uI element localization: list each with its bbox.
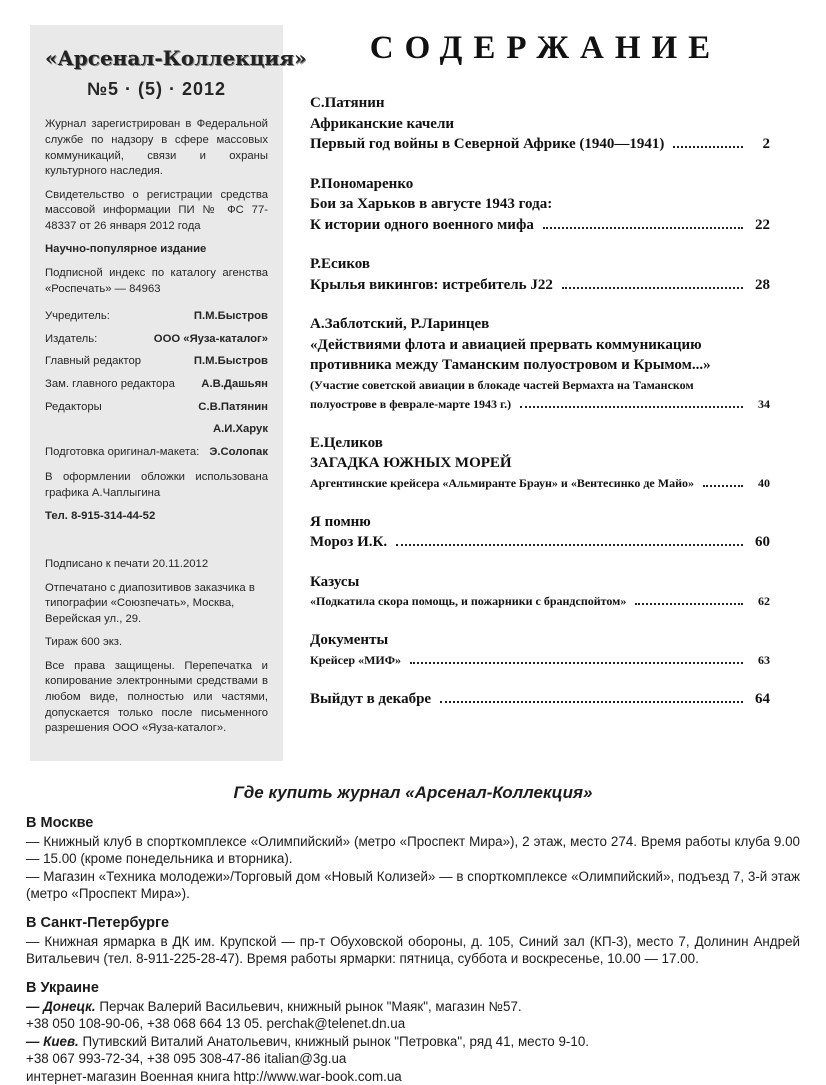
footer-line-text: — Книжный клуб в спорткомплексе «Олимпийский» (метро «Проспект Мира»), 2 этаж, место 274. Время работы клуба 9.00 — 15.00 (кроме понедельника и вторника).	[26, 833, 800, 867]
toc-entry-lines	[310, 512, 770, 553]
toc-line	[310, 592, 770, 611]
page-number: 64	[755, 690, 770, 707]
footer-line-text: Перчак Валерий Васильевич, книжный рынок "Маяк", магазин №57.	[95, 998, 522, 1014]
footer-line-text: — Книжная ярмарка в ДК им. Крупской — пр-т Обуховской обороны, д. 105, Синий зал (КП-3), место 7, Долинин Андрей Витальевич (тел. 8-911-225-28-47). Время работы ярмарки: пятница, суббота и воскресенье, 10.00 — 17.00.	[26, 933, 800, 967]
toc-line	[310, 630, 770, 651]
staff-row	[45, 354, 268, 370]
toc-entry-lines	[310, 689, 770, 710]
section-lines	[26, 933, 800, 968]
toc-line-text: Я помню	[310, 513, 371, 530]
toc-line	[310, 194, 770, 215]
footer-line-city: — Киев.	[26, 1033, 79, 1049]
toc-line-text: Р.Пономаренко	[310, 175, 414, 192]
toc-entry	[310, 433, 770, 493]
toc-line-text: А.Заблотский, Р.Ларинцев	[310, 316, 490, 332]
toc-line	[310, 174, 770, 195]
toc-line-text: Африканские качели	[310, 115, 455, 132]
toc-line-text: ЗАГАДКА ЮЖНЫХ МОРЕЙ	[310, 455, 512, 471]
toc-line-text: Аргентинские крейсера «Альмиранте Браун» и «Вентесинко де Майо»	[310, 475, 694, 490]
toc-entry-lines	[310, 174, 770, 236]
toc-line-text: Е.Целиков	[310, 434, 383, 451]
toc-line	[310, 275, 770, 296]
toc-line	[310, 689, 770, 710]
footer-line	[26, 998, 800, 1016]
footer-line	[26, 868, 800, 903]
staff-role: Зам. главного редактора	[45, 377, 175, 390]
footer-line-text: — Магазин «Техника молодежи»/Торговый дом «Новый Колизей» — в спорткомплексе «Олимпийский», подъезд 7, 3-й этаж (метро «Проспект Мира»).	[26, 868, 800, 902]
staff-role: Учредитель:	[45, 310, 110, 323]
toc-line-text: полуострове в феврале-марте 1943 г.)	[310, 396, 512, 411]
staff-row	[45, 400, 268, 416]
where-to-buy-heading: Где купить журнал «Арсенал-Коллекция»	[233, 782, 593, 802]
toc-line	[310, 355, 770, 376]
footer-line	[26, 1050, 800, 1068]
dot-leader	[520, 406, 743, 408]
where-to-buy	[0, 761, 826, 1085]
footer-line	[26, 1015, 800, 1033]
staff-row	[45, 445, 268, 461]
toc-line	[310, 474, 770, 493]
toc-line-text: Первый год войны в Северной Африке (1940—1941)	[310, 136, 665, 152]
footer-line-text: +38 067 993-72-34, +38 095 308-47-86 italian@3g.ua	[26, 1051, 347, 1067]
toc-entry-lines	[310, 254, 770, 295]
toc-entry-lines	[310, 630, 770, 670]
section-title: В Украине	[26, 979, 99, 996]
dot-leader	[703, 485, 743, 487]
toc-line-text: противника между Таманским полуостровом и Крымом...»	[310, 357, 711, 373]
dot-leader	[440, 701, 743, 703]
toc-entry	[310, 512, 770, 553]
section-title: В Санкт-Петербурге	[26, 914, 170, 931]
toc-line-text: Р.Есиков	[310, 256, 371, 272]
certificate-note: Свидетельство о регистрации средства массовой информации ПИ № ФС 77-48337 от 26 января 2012 года	[45, 188, 268, 232]
toc-line-text: (Участие советской авиации в блокаде частей Вермахта на Таманском	[310, 377, 694, 392]
staff-role: Издатель:	[45, 332, 98, 345]
toc-line	[310, 335, 770, 356]
table-of-contents	[283, 0, 826, 709]
staff-name: А.В.Дашьян	[201, 377, 268, 390]
staff-row	[45, 422, 268, 438]
page-number: 62	[758, 594, 770, 608]
toc-line-text: Бои за Харьков в августе 1943 года:	[310, 196, 553, 212]
toc-line	[310, 376, 770, 395]
toc-line-text: С.Патянин	[310, 95, 385, 111]
page-number: 22	[755, 216, 770, 233]
issue-number: №5 · (5) · 2012	[86, 78, 227, 99]
toc-line-text: «Подкатила скора помощь, и пожарники с брандспойтом»	[310, 594, 627, 608]
registration-note: Журнал зарегистрирован в Федеральной службе по надзору в сфере массовых коммуникаций, связи и охраны культурного наследия.	[45, 118, 268, 178]
staff-role: Редакторы	[45, 400, 102, 413]
staff-row	[45, 309, 268, 325]
dot-leader	[410, 662, 743, 664]
dot-leader	[673, 146, 743, 148]
section-lines	[26, 833, 800, 903]
page-number: 63	[758, 652, 770, 667]
printing-house-note: Отпечатано с диапозитивов заказчика в типографии «Союзпечать», Москва, Верейская ул., 29.	[45, 581, 255, 625]
toc-entry	[310, 630, 770, 670]
staff-name: П.М.Быстров	[193, 310, 268, 323]
toc-line-text: Крейсер «МИФ»	[310, 652, 402, 667]
staff-name: С.В.Патянин	[198, 400, 268, 413]
staff-role: Подготовка оригинал-макета:	[45, 445, 200, 458]
staff-name: П.М.Быстров	[193, 355, 268, 368]
staff-row	[45, 332, 268, 348]
dot-leader	[562, 287, 743, 289]
toc-line	[310, 512, 770, 533]
toc-line	[310, 314, 770, 335]
staff-name: А.И.Харук	[212, 423, 268, 436]
section-lines	[26, 998, 800, 1085]
toc-entry-lines	[310, 572, 770, 612]
toc-line-text: Выйдут в декабре	[310, 690, 432, 707]
toc-line	[310, 254, 770, 275]
footer-line-text: интернет-магазин Военная книга http://www.war-book.com.ua	[26, 1068, 402, 1084]
toc-entry	[310, 314, 770, 414]
toc-heading: СОДЕРЖАНИЕ	[369, 30, 722, 66]
dot-leader	[543, 227, 743, 229]
journal-title: «Арсенал-Коллекция»	[45, 46, 307, 70]
toc-line-text: «Действиями флота и авиацией прервать коммуникацию	[310, 336, 702, 353]
footer-line-text: Путивский Виталий Анатольевич, книжный рынок "Петровка", ряд 41, место 9-10.	[78, 1033, 589, 1049]
toc-line	[310, 395, 770, 414]
toc-entry	[310, 572, 770, 612]
rights-note: Все права защищены. Перепечатка и копирование электронными средствами в любом виде, полностью или частями, допускается только после письменного разрешения ООО «Яуза-каталог».	[45, 659, 268, 735]
dot-leader	[396, 544, 743, 546]
footer-line	[26, 833, 800, 868]
toc-line-text: Казусы	[310, 573, 360, 590]
section-spb	[26, 915, 800, 968]
masthead-panel	[30, 25, 307, 761]
toc-line-text: Мороз И.К.	[310, 534, 388, 550]
toc-line	[310, 93, 770, 114]
staff-name: Э.Солопак	[209, 445, 268, 458]
section-title: В Москве	[26, 814, 94, 831]
spacer	[45, 533, 268, 549]
circulation-note: Тираж 600 экз.	[45, 636, 123, 649]
toc-entry	[310, 254, 770, 295]
toc-entry	[310, 174, 770, 236]
footer-line-city: — Донецк.	[26, 998, 96, 1014]
dot-leader	[635, 603, 743, 605]
toc-line	[310, 215, 770, 236]
phone-number: Тел. 8-915-314-44-52	[45, 510, 156, 523]
toc-line	[310, 651, 770, 670]
footer-line	[26, 1068, 800, 1085]
toc-entry-lines	[310, 433, 770, 493]
toc-entry	[310, 93, 770, 155]
cover-art-note: В оформлении обложки использована графика А.Чаплыгина	[45, 471, 268, 499]
footer-line	[26, 933, 800, 968]
page-number: 60	[755, 534, 770, 550]
edition-type: Научно-популярное издание	[45, 243, 207, 256]
footer-line-text: +38 050 108-90-06, +38 068 664 13 05. perchak@telenet.dn.ua	[26, 1016, 406, 1032]
toc-line	[310, 433, 770, 454]
toc-entry-lines	[310, 93, 770, 155]
toc-entry	[310, 689, 770, 710]
toc-entry-lines	[310, 314, 770, 414]
section-moscow	[26, 815, 800, 903]
section-ukraine	[26, 980, 800, 1085]
staff-role: Главный редактор	[45, 355, 142, 368]
toc-line-text: Документы	[310, 632, 389, 648]
toc-line	[310, 134, 770, 155]
staff-list	[45, 309, 268, 460]
subscription-note: Подписной индекс по каталогу агенства «Роспечать» — 84963	[45, 267, 268, 295]
page-number: 40	[758, 475, 770, 490]
toc-line	[310, 114, 770, 135]
toc-entries	[310, 93, 770, 709]
toc-line	[310, 453, 770, 474]
footer-line	[26, 1033, 800, 1051]
toc-line-text: Крылья викингов: истребитель J22	[310, 276, 553, 293]
staff-name: ООО «Яуза-каталог»	[153, 332, 268, 345]
page-number: 34	[758, 396, 770, 411]
print-date: Подписано к печати 20.11.2012	[45, 557, 209, 570]
toc-line-text: К истории одного военного мифа	[310, 216, 534, 233]
page-number: 2	[762, 136, 770, 152]
staff-row	[45, 377, 268, 393]
toc-line	[310, 572, 770, 593]
toc-line	[310, 532, 770, 553]
page-number: 28	[755, 276, 770, 293]
